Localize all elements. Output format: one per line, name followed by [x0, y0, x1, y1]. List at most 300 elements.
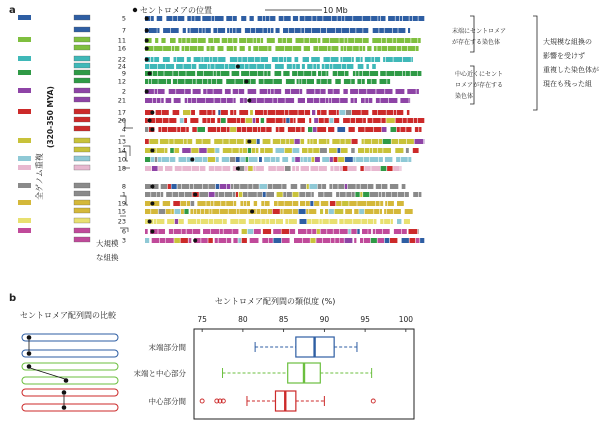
chromosome-segment	[356, 28, 362, 33]
chromosome-segment	[338, 157, 344, 162]
chromosome-segment	[313, 46, 318, 51]
chromosome-segment	[287, 64, 292, 69]
chromosome-segment	[390, 184, 398, 189]
chromosome-segment	[363, 46, 366, 51]
chromosome-segment	[163, 28, 170, 33]
chromosome-segment	[298, 229, 307, 234]
chromosome-segment	[227, 127, 230, 132]
chromosome-segment	[225, 192, 232, 197]
chromosome-segment	[385, 28, 393, 33]
group-swatch-outer	[18, 228, 31, 233]
chromosome-segment	[329, 110, 337, 115]
centromere-dot	[150, 230, 154, 234]
chromosome-segment	[280, 209, 282, 214]
chromosome-segment	[296, 166, 299, 171]
chromosome-segment	[238, 57, 242, 62]
chromosome-segment	[192, 64, 197, 69]
centromere-dot	[150, 111, 154, 115]
chromosome-segment	[194, 57, 201, 62]
chromosome-segment	[300, 201, 305, 206]
chromosome-segment	[402, 184, 406, 189]
chromosome-segment	[316, 238, 322, 243]
chromosome-segment	[185, 192, 192, 197]
chromosome-segment	[263, 229, 271, 234]
chromosome-segment	[318, 38, 321, 43]
chromosome-segment	[319, 166, 327, 171]
chromosome-segment	[273, 98, 277, 103]
chromosome-segment	[355, 192, 359, 197]
chromosome-segment	[212, 16, 215, 21]
wgd-date-label: (320-350 MYA)	[46, 86, 55, 148]
chromosome-segment	[190, 118, 198, 123]
chromosome-segment	[336, 192, 339, 197]
chromosome-segment	[363, 16, 371, 21]
chromosome-swatch	[74, 156, 90, 161]
chromosome-segment	[179, 219, 184, 224]
chromosome-swatch	[74, 78, 90, 83]
chromosome-label: 19	[117, 199, 126, 208]
chromosome-segment	[177, 57, 184, 62]
chromosome-segment	[197, 209, 201, 214]
chromosome-segment	[357, 201, 366, 206]
chromosome-segment	[158, 71, 164, 76]
chromosome-segment	[197, 219, 200, 224]
chromosome-segment	[185, 98, 187, 103]
chromosome-segment	[371, 166, 380, 171]
chromosome-segment	[240, 157, 245, 162]
chromosome-segment	[193, 89, 201, 94]
chromosome-segment	[293, 192, 299, 197]
chromosome-segment	[166, 192, 172, 197]
chromosome-segment	[309, 209, 316, 214]
chromosome-segment	[184, 209, 188, 214]
chromosome-segment	[321, 229, 327, 234]
chromosome-segment	[276, 219, 283, 224]
chromosome-segment	[217, 71, 221, 76]
chromosome-segment	[310, 201, 313, 206]
chromosome-segment	[382, 192, 385, 197]
group-swatch-outer	[18, 56, 31, 61]
chromosome-segment	[197, 127, 205, 132]
chromosome-segment	[387, 38, 393, 43]
chromosome-segment	[276, 127, 279, 132]
side-note-bracket	[533, 16, 537, 110]
chromosome-segment	[175, 166, 182, 171]
chromosome-segment	[259, 46, 268, 51]
chromosome-segment	[241, 71, 249, 76]
chromosome-segment	[337, 16, 341, 21]
chromosome-segment	[345, 71, 349, 76]
chromosome-segment	[285, 166, 291, 171]
chromosome-segment	[292, 157, 295, 162]
chromosome-segment	[363, 38, 369, 43]
chromosome-segment	[202, 16, 211, 21]
chromosome-segment	[249, 64, 256, 69]
chromosome-segment	[300, 89, 303, 94]
outlier-point	[371, 399, 375, 403]
chromosome-segment	[170, 148, 174, 153]
chromosome-segment	[200, 166, 206, 171]
terminal-bracket-text-1: 末端にセントロメア	[452, 28, 507, 35]
chromosome-segment	[371, 238, 377, 243]
chromosome-segment	[261, 127, 266, 132]
chromosome-segment	[188, 219, 196, 224]
chromosome-segment	[323, 238, 331, 243]
chromosome-segment	[212, 110, 215, 115]
chromosome-segment	[207, 46, 210, 51]
chromosome-segment	[393, 57, 402, 62]
chromosome-segment	[266, 219, 269, 224]
chromosome-segment	[271, 89, 274, 94]
chromosome-segment	[269, 238, 273, 243]
chromosome-segment	[161, 192, 163, 197]
chromosome-swatch	[74, 15, 90, 20]
chromosome-segment	[282, 229, 290, 234]
chromosome-segment	[169, 89, 176, 94]
chromosome-segment	[263, 16, 266, 21]
chromosome-segment	[392, 139, 399, 144]
chromosome-segment	[273, 209, 280, 214]
chromosome-segment	[212, 209, 219, 214]
chromosome-segment	[367, 89, 376, 94]
chromosome-segment	[336, 201, 341, 206]
chromosome-segment	[192, 98, 197, 103]
chromosome-segment	[396, 16, 400, 21]
chromosome-segment	[352, 57, 354, 62]
chromosome-label: 3	[121, 236, 126, 245]
chromosome-segment	[158, 79, 166, 84]
chromosome-segment	[340, 139, 345, 144]
chromosome-segment	[217, 79, 223, 84]
chromosome-segment	[161, 98, 164, 103]
chromosome-segment	[292, 71, 297, 76]
chromosome-segment	[282, 157, 288, 162]
chromosome-segment	[400, 98, 408, 103]
chromosome-segment	[296, 64, 300, 69]
chromosome-segment	[233, 238, 237, 243]
chromosome-segment	[247, 38, 253, 43]
chromosome-segment	[157, 219, 165, 224]
chromosome-segment	[163, 46, 171, 51]
chromosome-segment	[265, 64, 271, 69]
chromosome-segment	[224, 229, 232, 234]
chromosome-segment	[257, 209, 261, 214]
chromosome-segment	[363, 71, 370, 76]
chromosome-segment	[380, 219, 383, 224]
chromosome-segment	[359, 46, 362, 51]
chromosome-segment	[300, 184, 306, 189]
chromosome-segment	[208, 238, 213, 243]
chromosome-segment	[145, 118, 148, 123]
schematic-green-top	[22, 363, 118, 370]
chromosome-segment	[365, 98, 368, 103]
chromosome-segment	[396, 118, 403, 123]
chromosome-segment	[330, 157, 333, 162]
centromere-dot	[236, 167, 240, 171]
chromosome-segment	[312, 157, 315, 162]
chromosome-segment	[239, 110, 248, 115]
chromosome-segment	[419, 127, 421, 132]
chromosome-segment	[203, 229, 210, 234]
chromosome-segment	[334, 157, 338, 162]
chromosome-segment	[215, 166, 222, 171]
chromosome-segment	[185, 79, 192, 84]
chromosome-segment	[157, 98, 161, 103]
chromosome-segment	[246, 118, 253, 123]
chromosome-segment	[248, 184, 252, 189]
chromosome-segment	[201, 238, 208, 243]
chromosome-segment	[326, 98, 329, 103]
chromosome-segment	[216, 157, 219, 162]
chromosome-segment	[249, 157, 258, 162]
group-swatch-outer	[18, 183, 31, 188]
chromosome-segment	[191, 201, 195, 206]
chromosome-segment	[323, 16, 331, 21]
chromosome-segment	[151, 192, 156, 197]
chromosome-segment	[267, 38, 275, 43]
chromosome-swatch	[74, 218, 90, 223]
chromosome-segment	[188, 28, 190, 33]
chromosome-label: 21	[117, 96, 126, 105]
chromosome-segment	[268, 46, 271, 51]
chromosome-segment	[337, 148, 340, 153]
centromere-dot	[247, 140, 251, 144]
chromosome-segment	[392, 192, 398, 197]
chromosome-segment	[371, 16, 378, 21]
chromosome-segment	[258, 16, 263, 21]
chromosome-segment	[182, 184, 190, 189]
chromosome-segment	[180, 118, 184, 123]
chromosome-segment	[208, 64, 210, 69]
chromosome-segment	[258, 127, 261, 132]
chromosome-swatch	[74, 228, 90, 233]
centromere-legend-label: セントロメアの位置	[140, 6, 212, 15]
chromosome-segment	[343, 89, 347, 94]
chromosome-segment	[397, 110, 404, 115]
chromosome-swatch	[74, 63, 90, 68]
chromosome-segment	[378, 16, 380, 21]
chromosome-segment	[361, 98, 365, 103]
chromosome-segment	[241, 118, 245, 123]
chromosome-segment	[319, 46, 328, 51]
chromosome-segment	[284, 16, 291, 21]
chromosome-segment	[191, 148, 198, 153]
chromosome-segment	[186, 71, 195, 76]
chromosome-segment	[292, 166, 295, 171]
chromosome-segment	[203, 184, 208, 189]
chromosome-segment	[209, 192, 215, 197]
chromosome-segment	[374, 46, 377, 51]
chromosome-segment	[192, 16, 195, 21]
chromosome-segment	[158, 127, 161, 132]
chromosome-segment	[312, 219, 319, 224]
chromosome-segment	[185, 89, 191, 94]
chromosome-segment	[320, 89, 325, 94]
chromosome-segment	[420, 238, 424, 243]
chromosome-segment	[293, 64, 296, 69]
chromosome-segment	[386, 118, 395, 123]
chromosome-segment	[252, 148, 256, 153]
x-tick-label: 95	[360, 315, 370, 324]
chromosome-segment	[324, 57, 330, 62]
chromosome-segment	[332, 16, 337, 21]
chromosome-segment	[290, 139, 294, 144]
chromosome-segment	[145, 127, 148, 132]
chromosome-segment	[315, 157, 320, 162]
chromosome-segment	[286, 118, 289, 123]
chromosome-segment	[263, 28, 267, 33]
chromosome-segment	[283, 28, 288, 33]
chromosome-segment	[202, 28, 204, 33]
chromosome-segment	[270, 219, 275, 224]
chromosome-segment	[345, 16, 352, 21]
chromosome-segment	[214, 139, 222, 144]
chromosome-segment	[172, 46, 175, 51]
chromosome-segment	[398, 28, 405, 33]
chromosome-segment	[279, 127, 284, 132]
chromosome-segment	[400, 16, 402, 21]
chromosome-segment	[211, 229, 219, 234]
chromosome-segment	[218, 46, 224, 51]
schematic-red-top	[22, 389, 118, 396]
chromosome-segment	[197, 201, 205, 206]
chromosome-segment	[250, 110, 253, 115]
schematic-blue-bottom	[22, 350, 118, 357]
chromosome-segment	[207, 110, 212, 115]
chromosome-segment	[174, 148, 179, 153]
chromosome-segment	[285, 46, 292, 51]
chromosome-segment	[367, 201, 376, 206]
chromosome-segment	[318, 71, 321, 76]
chromosome-segment	[340, 229, 348, 234]
chromosome-segment	[315, 89, 320, 94]
chromosome-label: 16	[117, 44, 126, 53]
chromosome-segment	[238, 238, 241, 243]
chromosome-segment	[380, 79, 387, 84]
chromosome-label: 12	[117, 77, 126, 86]
chromosome-segment	[178, 38, 181, 43]
chromosome-label: 20	[117, 116, 126, 125]
chromosome-segment	[226, 79, 235, 84]
chromosome-segment	[312, 71, 316, 76]
chromosome-segment	[244, 201, 247, 206]
chromosome-segment	[386, 57, 393, 62]
chromosome-segment	[205, 28, 210, 33]
chromosome-label: 17	[117, 108, 126, 117]
chromosome-segment	[174, 57, 177, 62]
chromosome-segment	[317, 110, 320, 115]
chromosome-segment	[298, 71, 304, 76]
group-swatch-outer	[18, 156, 31, 161]
chromosome-segment	[373, 118, 381, 123]
chromosome-segment	[309, 118, 311, 123]
chromosome-segment	[289, 219, 297, 224]
chromosome-segment	[356, 71, 359, 76]
chromosome-segment	[218, 57, 225, 62]
chromosome-segment	[398, 192, 405, 197]
chromosome-segment	[363, 192, 369, 197]
chromosome-segment	[222, 38, 227, 43]
chromosome-segment	[197, 98, 205, 103]
chromosome-segment	[223, 139, 229, 144]
chromosome-segment	[382, 184, 387, 189]
chromosome-segment	[335, 209, 344, 214]
chromosome-segment	[158, 157, 161, 162]
chromosome-segment	[244, 98, 247, 103]
chromosome-segment	[221, 118, 226, 123]
chromosome-segment	[149, 28, 157, 33]
chromosome-segment	[227, 46, 234, 51]
chromosome-segment	[328, 127, 334, 132]
chromosome-segment	[253, 46, 258, 51]
chromosome-segment	[190, 46, 198, 51]
chromosome-segment	[307, 184, 309, 189]
centromere-dot	[236, 65, 240, 69]
chromosome-segment	[394, 110, 397, 115]
chromosome-segment	[393, 38, 396, 43]
chromosome-segment	[259, 157, 262, 162]
chromosome-segment	[382, 38, 386, 43]
chromosome-segment	[380, 201, 383, 206]
chromosome-segment	[365, 148, 369, 153]
chromosome-label: 5	[121, 14, 126, 23]
chromosome-segment	[210, 64, 214, 69]
chromosome-segment	[230, 110, 233, 115]
chromosome-segment	[307, 64, 312, 69]
chromosome-segment	[263, 139, 271, 144]
chromosome-segment	[171, 184, 176, 189]
chromosome-segment	[157, 148, 165, 153]
chromosome-segment	[283, 192, 286, 197]
chromosome-segment	[356, 157, 363, 162]
chromosome-segment	[342, 16, 345, 21]
chromosome-segment	[299, 209, 306, 214]
chromosome-segment	[256, 166, 264, 171]
chromosome-segment	[326, 71, 328, 76]
chromosome-segment	[201, 209, 204, 214]
chromosome-segment	[277, 166, 285, 171]
chromosome-segment	[356, 184, 360, 189]
chromosome-segment	[196, 139, 202, 144]
chromosome-segment	[248, 148, 251, 153]
chromosome-segment	[182, 148, 191, 153]
chromosome-segment	[387, 79, 390, 84]
chromosome-swatch	[74, 97, 90, 102]
chromosome-segment	[229, 209, 237, 214]
chromosome-segment	[278, 98, 285, 103]
schematic-red-bottom	[22, 404, 118, 411]
chromosome-segment	[320, 209, 323, 214]
chromosome-segment	[368, 184, 374, 189]
chromosome-segment	[190, 184, 194, 189]
chromosome-segment	[156, 110, 162, 115]
chromosome-segment	[343, 57, 351, 62]
chromosome-segment	[199, 28, 202, 33]
chromosome-segment	[352, 110, 361, 115]
chromosome-segment	[145, 157, 150, 162]
chromosome-segment	[234, 184, 240, 189]
chromosome-segment	[285, 98, 294, 103]
chromosome-segment	[158, 166, 163, 171]
chromosome-segment	[212, 79, 216, 84]
chromosome-segment	[333, 71, 338, 76]
chromosome-segment	[418, 38, 421, 43]
chromosome-segment	[360, 238, 363, 243]
chromosome-segment	[358, 127, 365, 132]
chromosome-segment	[250, 16, 254, 21]
chromosome-segment	[393, 166, 400, 171]
chromosome-segment	[175, 209, 181, 214]
